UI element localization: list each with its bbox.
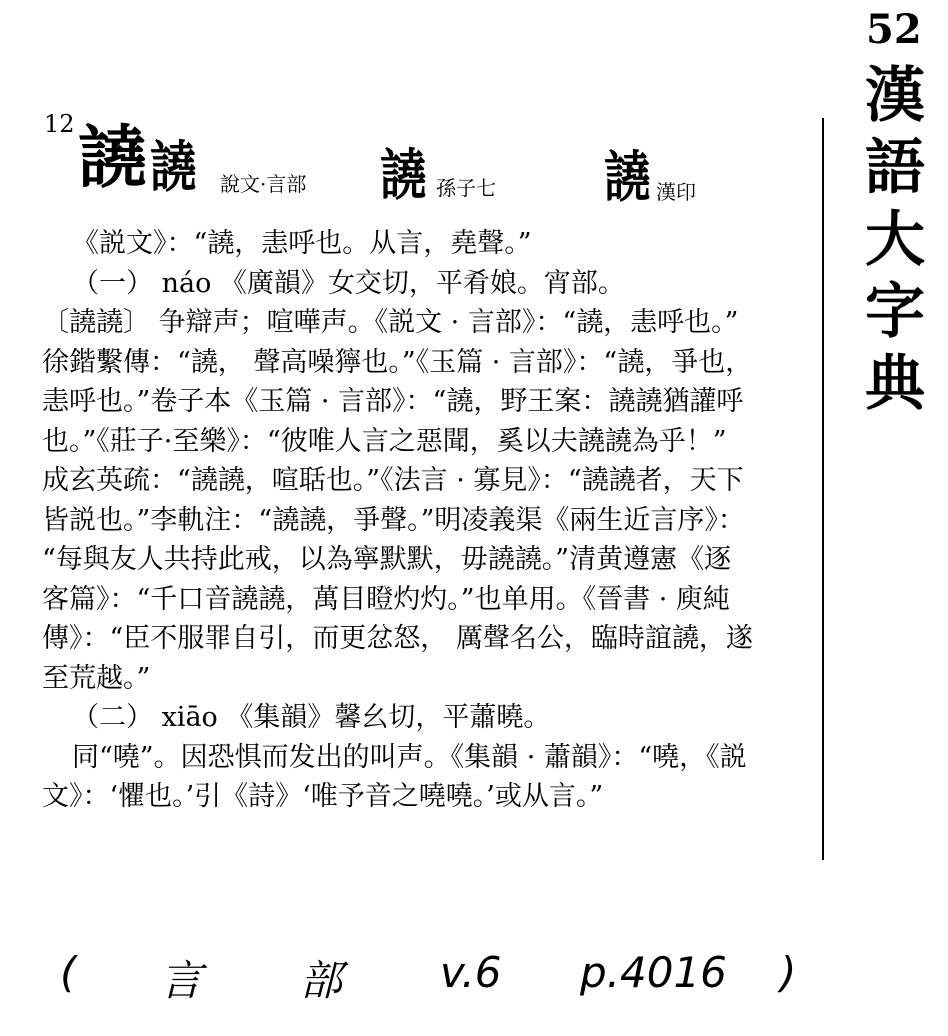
headword: 譊 bbox=[78, 118, 147, 198]
body-line: 同“嘵”。因恐惧而发出的叫声。《集韻 · 蕭韻》：“嘵，《説 bbox=[72, 741, 747, 773]
body-line: 〔譊譊〕 争辯声；喧嘩声。《説文 · 言部》：“譊，恚呼也。” bbox=[42, 307, 739, 338]
entry-header bbox=[44, 104, 804, 209]
body-line: 傳》：“臣不服罪自引，而更忿怒， 厲聲名公，臨時誼譊，遂 bbox=[42, 623, 753, 654]
body-line: 《説文》：“譊，恚呼也。从言，堯聲。” bbox=[72, 228, 532, 259]
seal-form-source: 漢印 bbox=[656, 180, 696, 204]
handwritten-token: v.6 bbox=[440, 948, 502, 997]
title-char: 字 bbox=[865, 277, 925, 347]
body-line: 文》：‘懼也。’引《詩》‘唯予音之嘵嘵。’或从言。” bbox=[42, 781, 604, 812]
handwritten-token: p.4016 bbox=[580, 948, 727, 997]
handwritten-citation bbox=[60, 948, 840, 1008]
title-char: 語 bbox=[865, 133, 925, 203]
body-line: 徐鍇繫傳：“譊， 聲高噪獰也。”《玉篇 · 言部》：“譊，爭也， bbox=[42, 346, 753, 378]
handwritten-token: 言 bbox=[160, 956, 203, 1005]
body-line: 至荒越。” bbox=[42, 662, 151, 694]
body-line: 恚呼也。”卷子本《玉篇 · 言部》：“譊，野王案：譊譊猶讙呼 bbox=[42, 386, 744, 417]
body-line: （二） xiāo 《集韻》馨幺切，平蕭曉。 bbox=[72, 702, 551, 733]
handwritten-token: ) bbox=[780, 948, 797, 997]
dictionary-title bbox=[850, 60, 940, 420]
body-line: 成玄英疏：“譊譊，喧聒也。”《法言 · 寡見》：“譊譊者，天下 bbox=[42, 465, 744, 496]
handwritten-token: 部 bbox=[300, 956, 343, 1005]
title-char: 大 bbox=[865, 205, 925, 275]
page-number: 52 bbox=[866, 6, 922, 53]
entry-number: 12 bbox=[44, 110, 75, 138]
seal-form-glyph: 譊 bbox=[380, 142, 426, 207]
title-char: 典 bbox=[865, 349, 925, 419]
seal-form-glyph: 譊 bbox=[604, 144, 650, 209]
body-line: 也。”《莊子·至樂》：“彼唯人言之惡聞，奚以夫譊譊為乎！” bbox=[42, 425, 727, 457]
body-line: （一） náo 《廣韻》女交切，平肴娘。宵部。 bbox=[72, 267, 625, 299]
body-line: 客篇》：“千口音譊譊，萬目瞪灼灼。”也单用。《晉書 · 庾純 bbox=[42, 583, 730, 615]
seal-form-source: 說文·言部 bbox=[220, 172, 307, 196]
handwritten-token: ( bbox=[60, 948, 77, 997]
body-line: “每與友人共持此戒，以為寧默默，毋譊譊。”清黄遵憲《逐 bbox=[42, 544, 732, 575]
column-divider bbox=[822, 118, 824, 860]
seal-form-glyph: 譊 bbox=[150, 134, 196, 199]
body-line: 皆説也。”李軌注：“譊譊，爭聲。”明凌義渠《兩生近言序》： bbox=[42, 504, 745, 536]
entry-body bbox=[42, 224, 808, 817]
title-char: 漢 bbox=[865, 61, 925, 131]
seal-form-source: 孫子七 bbox=[436, 176, 496, 200]
